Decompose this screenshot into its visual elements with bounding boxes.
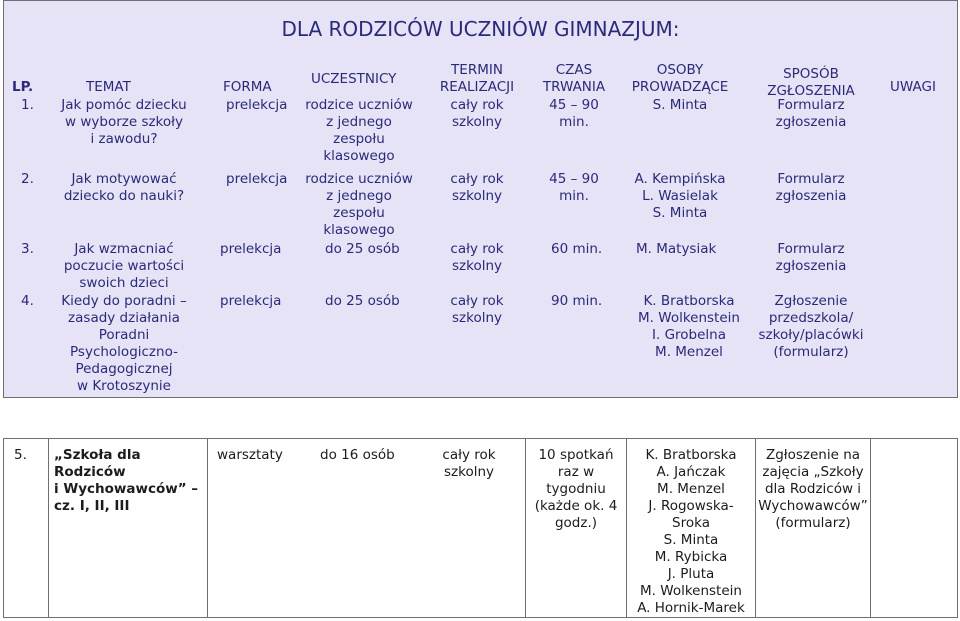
col-divider xyxy=(870,439,871,617)
row3-czas: 60 min. xyxy=(551,241,603,257)
row3-uczestnicy: do 25 osób xyxy=(325,241,400,257)
header-temat: TEMAT xyxy=(86,79,131,95)
row4-osoby: K. Bratborska M. Wolkenstein I. Grobelna M. Menzel xyxy=(638,293,740,360)
row2-forma: prelekcja xyxy=(226,171,288,187)
row3-temat: Jak wzmacniać poczucie wartości swoich dzieci xyxy=(63,241,185,291)
header-forma: FORMA xyxy=(223,79,272,95)
row4-sposob: Zgłoszenie przedszkola/ szkoły/placówki (formularz) xyxy=(758,293,864,360)
row2-uczestnicy: rodzice uczniów z jednego zespołu klasowego xyxy=(305,171,413,238)
header-czas: CZAS TRWANIA xyxy=(542,62,606,95)
row2-termin: cały rok szkolny xyxy=(450,171,504,204)
row4-temat: Kiedy do poradni – zasady działania Poradni Psychologiczno- Pedagogicznej w Krotoszynie xyxy=(61,293,187,394)
row2-temat: Jak motywować dziecko do nauki? xyxy=(63,171,185,204)
row5-forma: warsztaty xyxy=(217,447,283,463)
header-lp: LP. xyxy=(12,79,34,95)
row3-sposob: Formularz zgłoszenia xyxy=(775,241,847,274)
row5-lp: 5. xyxy=(14,447,27,463)
row3-termin: cały rok szkolny xyxy=(450,241,504,274)
row1-sposob: Formularz zgłoszenia xyxy=(775,97,847,130)
row1-forma: prelekcja xyxy=(226,97,288,113)
header-sposob: SPOSÓB ZGŁOSZENIA xyxy=(767,66,855,99)
row1-osoby: S. Minta xyxy=(652,97,708,113)
col-divider xyxy=(48,439,49,617)
row1-lp: 1. xyxy=(21,97,34,113)
row4-termin: cały rok szkolny xyxy=(450,293,504,326)
row1-termin: cały rok szkolny xyxy=(450,97,504,130)
row5-termin: cały rok szkolny xyxy=(442,447,496,480)
row5-sposob: Zgłoszenie na zajęcia „Szkoły dla Rodziców i Wychowawców” (formularz) xyxy=(758,447,868,531)
row5-osoby: K. Bratborska A. Jańczak M. Menzel J. Rogowska- Sroka S. Minta M. Rybicka J. Pluta M. Wolkenstein A. Hornik-Marek xyxy=(637,447,745,616)
row3-forma: prelekcja xyxy=(220,241,282,257)
row3-lp: 3. xyxy=(21,241,34,257)
row4-lp: 4. xyxy=(21,293,34,309)
header-termin: TERMIN REALIZACJI xyxy=(439,62,515,95)
row5-uczestnicy: do 16 osób xyxy=(320,447,395,463)
row5-temat: „Szkoła dla Rodziców i Wychowawców” – cz. I, II, III xyxy=(54,447,199,514)
row2-sposob: Formularz zgłoszenia xyxy=(775,171,847,204)
row2-czas: 45 – 90 min. xyxy=(549,171,599,204)
row4-czas: 90 min. xyxy=(551,293,603,309)
row2-osoby: A. Kempińska L. Wasielak S. Minta xyxy=(634,171,726,221)
col-divider xyxy=(207,439,208,617)
row1-czas: 45 – 90 min. xyxy=(549,97,599,130)
row5-czas: 10 spotkań raz w tygodniu (każde ok. 4 godz.) xyxy=(534,447,618,531)
row2-lp: 2. xyxy=(21,171,34,187)
row1-temat: Jak pomóc dziecku w wyborze szkoły i zawodu? xyxy=(61,97,187,147)
row1-uczestnicy: rodzice uczniów z jednego zespołu klasowego xyxy=(305,97,413,164)
lower-table xyxy=(3,438,958,618)
header-osoby: OSOBY PROWADZĄCE xyxy=(631,62,729,95)
header-uwagi: UWAGI xyxy=(890,79,936,95)
page-title: DLA RODZICÓW UCZNIÓW GIMNAZJUM: xyxy=(281,17,680,41)
row4-forma: prelekcja xyxy=(220,293,282,309)
upper-table xyxy=(3,0,958,398)
header-uczestnicy: UCZESTNICY xyxy=(311,71,397,87)
row4-uczestnicy: do 25 osób xyxy=(325,293,400,309)
row3-osoby: M. Matysiak xyxy=(636,241,717,257)
